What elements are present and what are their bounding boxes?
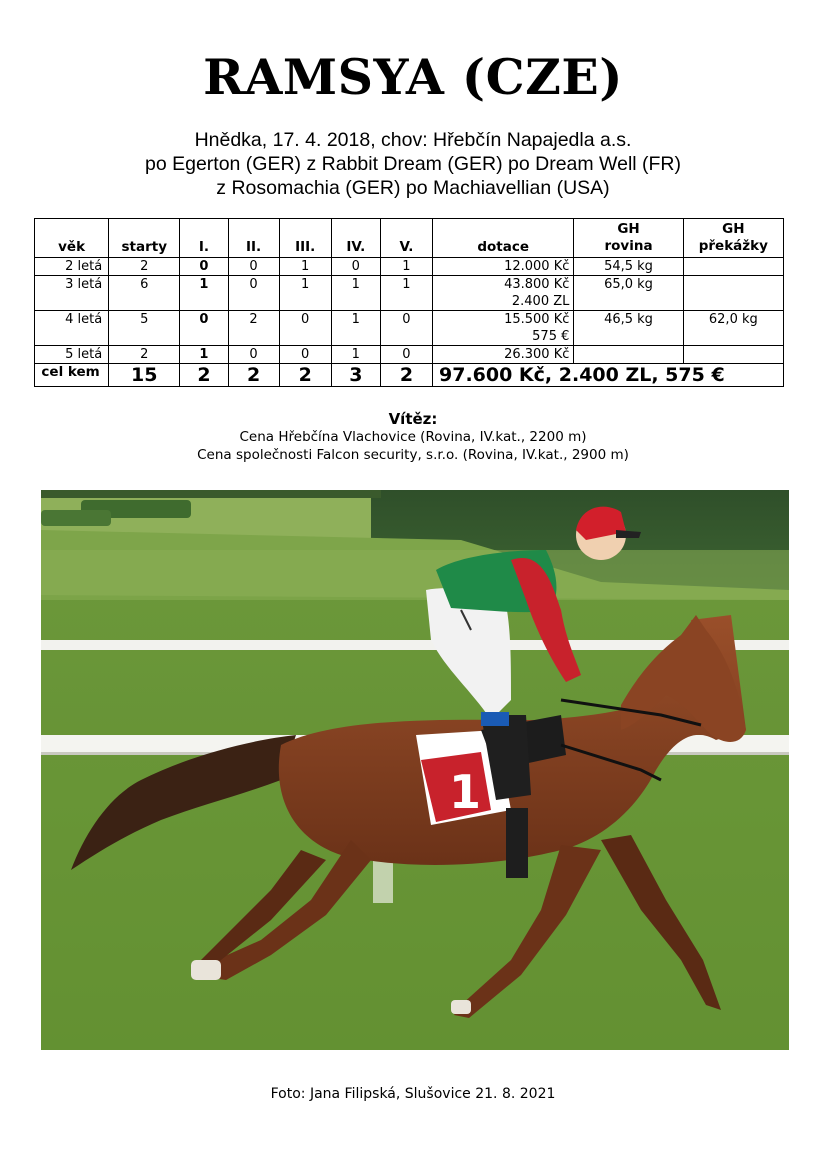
pedigree-line-2: po Egerton (GER) z Rabbit Dream (GER) po Dream Well (FR) [144, 153, 682, 175]
race-statistics-table [34, 218, 784, 387]
row-second: 2 [228, 311, 279, 346]
row-prize-main: 15.500 Kč [504, 312, 570, 327]
row-gh-jump [683, 346, 783, 364]
row-starts: 5 [109, 311, 180, 346]
row-first: 0 [180, 258, 228, 276]
winner-race-1: Cena Hřebčína Vlachovice (Rovina, IV.kat., 2200 m) [239, 429, 587, 445]
total-starts: 15 [109, 364, 180, 387]
row-fourth: 1 [331, 346, 380, 364]
table-row [35, 311, 784, 346]
row-prize-main: 12.000 Kč [504, 259, 570, 274]
header-second: II. [228, 219, 279, 258]
row-gh-flat [574, 346, 683, 364]
row-age: 5 letá [35, 346, 109, 364]
row-fourth: 1 [331, 311, 380, 346]
row-third: 1 [279, 276, 331, 311]
row-starts: 2 [109, 346, 180, 364]
row-age: 3 letá [35, 276, 109, 311]
row-prize-main: 43.800 Kč [504, 277, 570, 292]
row-prize-extra: 575 € [532, 329, 570, 344]
table-row [35, 258, 784, 276]
row-gh-jump [683, 258, 783, 276]
winner-heading: Vítěz: [388, 410, 438, 428]
row-first: 1 [180, 346, 228, 364]
row-prize-main: 26.300 Kč [504, 347, 570, 362]
total-first: 2 [180, 364, 228, 387]
row-fifth: 0 [380, 311, 432, 346]
row-prize-extra: 2.400 ZL [511, 294, 570, 309]
header-third: III. [279, 219, 331, 258]
total-prize: 97.600 Kč, 2.400 ZL, 575 € [433, 364, 784, 387]
table-row [35, 346, 784, 364]
row-gh-flat: 54,5 kg [574, 258, 683, 276]
total-fourth: 3 [331, 364, 380, 387]
header-prize: dotace [433, 219, 574, 258]
table-row [35, 276, 784, 311]
row-prize [433, 311, 574, 346]
row-fourth: 0 [331, 258, 380, 276]
row-third: 0 [279, 346, 331, 364]
header-fourth: IV. [331, 219, 380, 258]
row-starts: 2 [109, 258, 180, 276]
row-age: 4 letá [35, 311, 109, 346]
row-second: 0 [228, 258, 279, 276]
pedigree-line-3: z Rosomachia (GER) po Machiavellian (USA) [216, 177, 610, 199]
header-first: I. [180, 219, 228, 258]
row-gh-jump [683, 276, 783, 311]
header-starts: starty [109, 219, 180, 258]
row-fifth: 1 [380, 258, 432, 276]
row-prize [433, 276, 574, 311]
header-gh-flat: GH rovina [574, 219, 683, 258]
table-header-row [35, 219, 784, 258]
racehorse-photo [41, 490, 789, 1050]
row-first: 0 [180, 311, 228, 346]
total-third: 2 [279, 364, 331, 387]
pedigree-line-1: Hnědka, 17. 4. 2018, chov: Hřebčín Napajedla a.s. [194, 129, 632, 151]
racehorse-photo-illustration [41, 490, 789, 1050]
row-gh-flat: 46,5 kg [574, 311, 683, 346]
header-age: věk [35, 219, 109, 258]
photo-caption: Foto: Jana Filipská, Slušovice 21. 8. 2021 [270, 1086, 556, 1102]
row-gh-jump: 62,0 kg [683, 311, 783, 346]
row-second: 0 [228, 276, 279, 311]
row-age: 2 letá [35, 258, 109, 276]
page-title: RAMSYA (CZE) [203, 48, 623, 106]
row-starts: 6 [109, 276, 180, 311]
row-third: 1 [279, 258, 331, 276]
total-second: 2 [228, 364, 279, 387]
row-prize [433, 258, 574, 276]
row-fifth: 0 [380, 346, 432, 364]
pedigree-info [0, 128, 826, 200]
row-second: 0 [228, 346, 279, 364]
header-gh-jump: GH překážky [683, 219, 783, 258]
row-third: 0 [279, 311, 331, 346]
row-first: 1 [180, 276, 228, 311]
row-fourth: 1 [331, 276, 380, 311]
total-label: cel kem [35, 364, 109, 387]
winner-section [0, 410, 826, 464]
total-fifth: 2 [380, 364, 432, 387]
row-prize [433, 346, 574, 364]
row-fifth: 1 [380, 276, 432, 311]
row-gh-flat: 65,0 kg [574, 276, 683, 311]
header-fifth: V. [380, 219, 432, 258]
table-total-row [35, 364, 784, 387]
saddle-number: 1 [449, 765, 482, 819]
winner-race-2: Cena společnosti Falcon security, s.r.o. (Rovina, IV.kat., 2900 m) [197, 447, 629, 463]
